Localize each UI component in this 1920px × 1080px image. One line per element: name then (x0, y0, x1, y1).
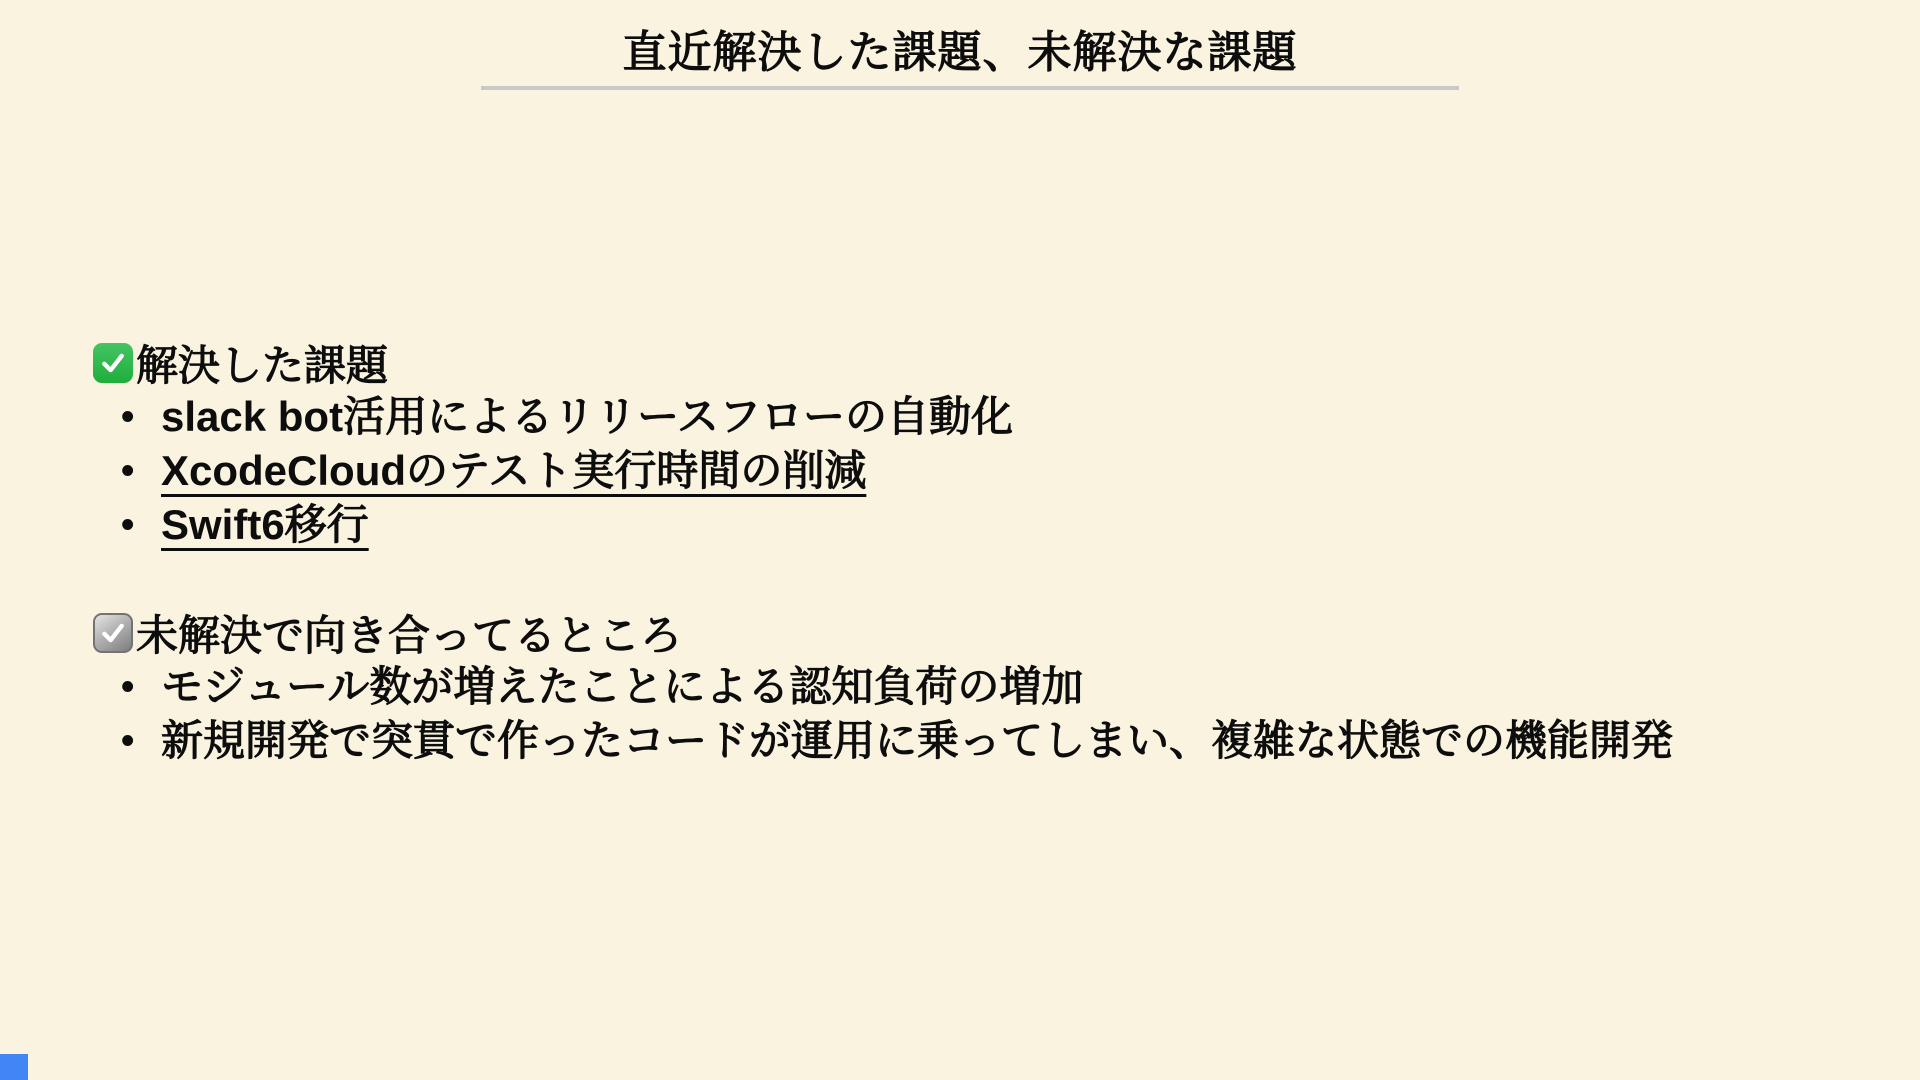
bottom-left-accent-marker (0, 1054, 28, 1080)
check-mark-button-icon (93, 343, 133, 383)
list-item (93, 714, 1853, 768)
list-item-text: 新規開発で突貫で作ったコードが運用に乗ってしまい、複雑な状態での機能開発 (161, 717, 1674, 764)
link-xcodecloud-test-time[interactable]: XcodeCloudのテスト実行時間の削減 (161, 447, 867, 494)
title-divider (481, 86, 1459, 90)
list-item (93, 660, 1853, 714)
section-unsolved-heading (93, 606, 1853, 660)
section-solved-heading (93, 336, 1853, 390)
slide-content (93, 336, 1853, 768)
list-item-text: slack bot活用によるリリースフローの自動化 (161, 393, 1013, 440)
list-item-text: モジュール数が増えたことによる認知負荷の増加 (161, 663, 1084, 710)
list-item (93, 444, 1853, 498)
section-unsolved (93, 606, 1853, 768)
section-solved (93, 336, 1853, 552)
ballot-box-with-check-icon (93, 613, 133, 653)
section-unsolved-heading-text: 未解決で向き合ってるところ (136, 612, 683, 659)
list-item (93, 390, 1853, 444)
list-item (93, 498, 1853, 552)
section-solved-heading-text: 解決した課題 (136, 342, 389, 389)
link-swift6-migration[interactable]: Swift6移行 (161, 501, 369, 548)
slide-title: 直近解決した課題、未解決な課題 (622, 28, 1298, 77)
